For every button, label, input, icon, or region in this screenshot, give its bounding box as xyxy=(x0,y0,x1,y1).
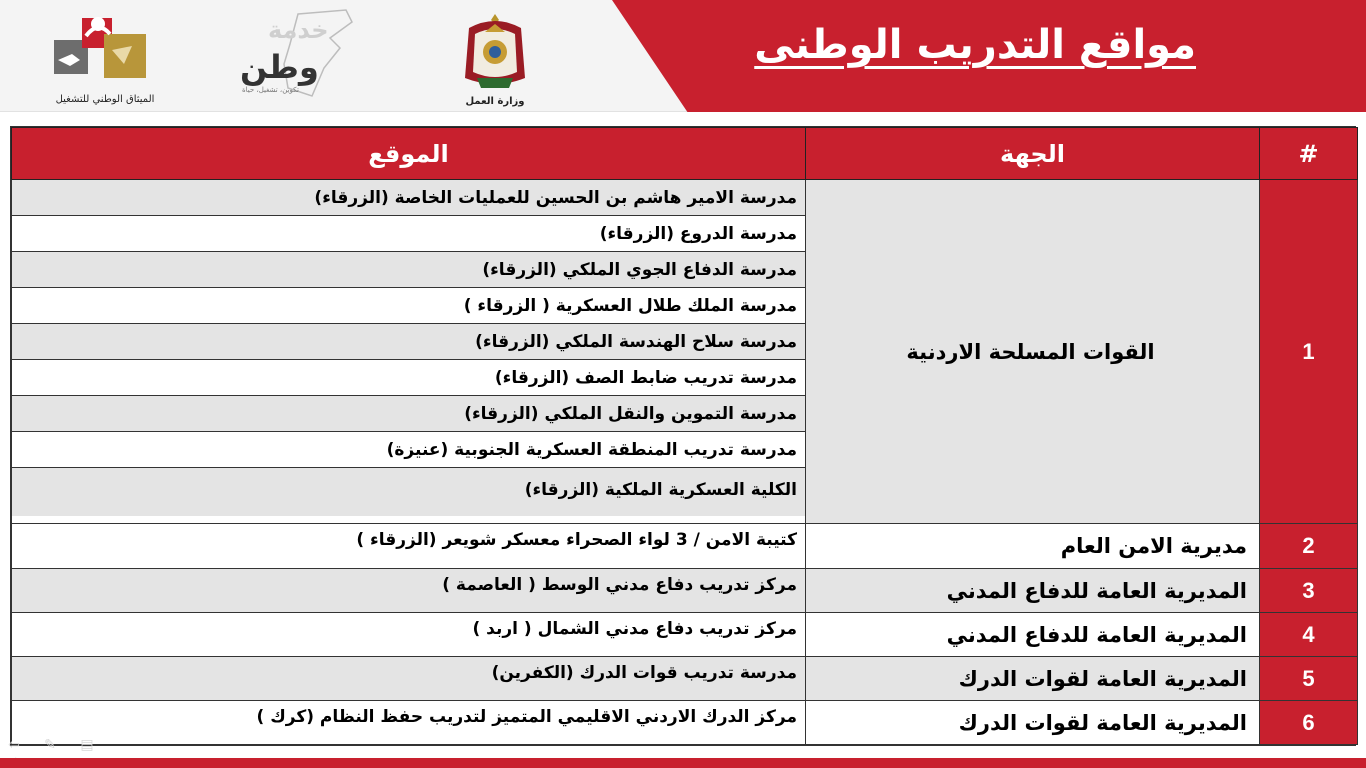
footer-bar xyxy=(0,758,1366,768)
khedma-tagline: تكوين، تشغيل، حياة xyxy=(242,86,299,94)
khedmat-watan-logo xyxy=(228,8,378,98)
table-row xyxy=(12,180,1358,524)
site-item: الكلية العسكرية الملكية (الزرقاء) xyxy=(12,468,805,516)
slide-nav-icons[interactable]: ⇦ ✎ ▤ xyxy=(8,737,104,753)
site-item: مدرسة الملك طلال العسكرية ( الزرقاء ) xyxy=(12,288,805,324)
header-entity: الجهة xyxy=(806,128,1260,180)
table-header-row xyxy=(12,128,1358,180)
table-row xyxy=(12,657,1358,701)
training-sites-table xyxy=(10,126,1356,746)
row-entity: القوات المسلحة الاردنية xyxy=(806,180,1260,524)
header-site: الموقع xyxy=(12,128,806,180)
row-number: 3 xyxy=(1260,569,1358,613)
table-row xyxy=(12,613,1358,657)
row-site: مركز تدريب دفاع مدني الوسط ( العاصمة ) xyxy=(12,569,806,613)
row-number: 5 xyxy=(1260,657,1358,701)
row-sites xyxy=(12,180,806,524)
row-number: 2 xyxy=(1260,524,1358,569)
row-entity: المديرية العامة للدفاع المدني xyxy=(806,613,1260,657)
row-number: 1 xyxy=(1260,180,1358,524)
site-item: مدرسة تدريب ضابط الصف (الزرقاء) xyxy=(12,360,805,396)
row-site: مركز تدريب دفاع مدني الشمال ( اربد ) xyxy=(12,613,806,657)
row-number: 4 xyxy=(1260,613,1358,657)
table-row xyxy=(12,701,1358,745)
ministry-of-labour-logo xyxy=(455,8,535,110)
row-number: 6 xyxy=(1260,701,1358,745)
row-entity: المديرية العامة لقوات الدرك xyxy=(806,657,1260,701)
ministry-caption: وزارة العمل xyxy=(465,96,525,107)
site-item: مدرسة الامير هاشم بن الحسين للعمليات الخاصة (الزرقاء) xyxy=(12,180,805,216)
row-entity: المديرية العامة للدفاع المدني xyxy=(806,569,1260,613)
charter-caption: الميثاق الوطني للتشغيل xyxy=(55,94,155,105)
site-item: مدرسة التموين والنقل الملكي (الزرقاء) xyxy=(12,396,805,432)
coat-of-arms-icon xyxy=(455,8,535,94)
handshake-icon xyxy=(40,10,170,90)
site-item: مدرسة الدروع (الزرقاء) xyxy=(12,216,805,252)
table-row xyxy=(12,524,1358,569)
watan-word: وطن xyxy=(240,48,319,86)
row-site: كتيبة الامن / 3 لواء الصحراء معسكر شويعر (الزرقاء ) xyxy=(12,524,806,569)
page-title: مواقع التدريب الوطنى xyxy=(754,22,1196,68)
row-site: مركز الدرك الاردني الاقليمي المتميز لتدريب حفظ النظام (كرك ) xyxy=(12,701,806,745)
khedma-word: خدمة xyxy=(268,16,329,44)
site-item: مدرسة تدريب المنطقة العسكرية الجنوبية (عنيزة) xyxy=(12,432,805,468)
site-item: مدرسة سلاح الهندسة الملكي (الزرقاء) xyxy=(12,324,805,360)
row-entity: مديرية الامن العام xyxy=(806,524,1260,569)
table-row xyxy=(12,569,1358,613)
row-entity: المديرية العامة لقوات الدرك xyxy=(806,701,1260,745)
row-site: مدرسة تدريب قوات الدرك (الكفرين) xyxy=(12,657,806,701)
site-item: مدرسة الدفاع الجوي الملكي (الزرقاء) xyxy=(12,252,805,288)
national-employment-charter-logo xyxy=(40,10,170,110)
header-number: # xyxy=(1260,128,1358,180)
